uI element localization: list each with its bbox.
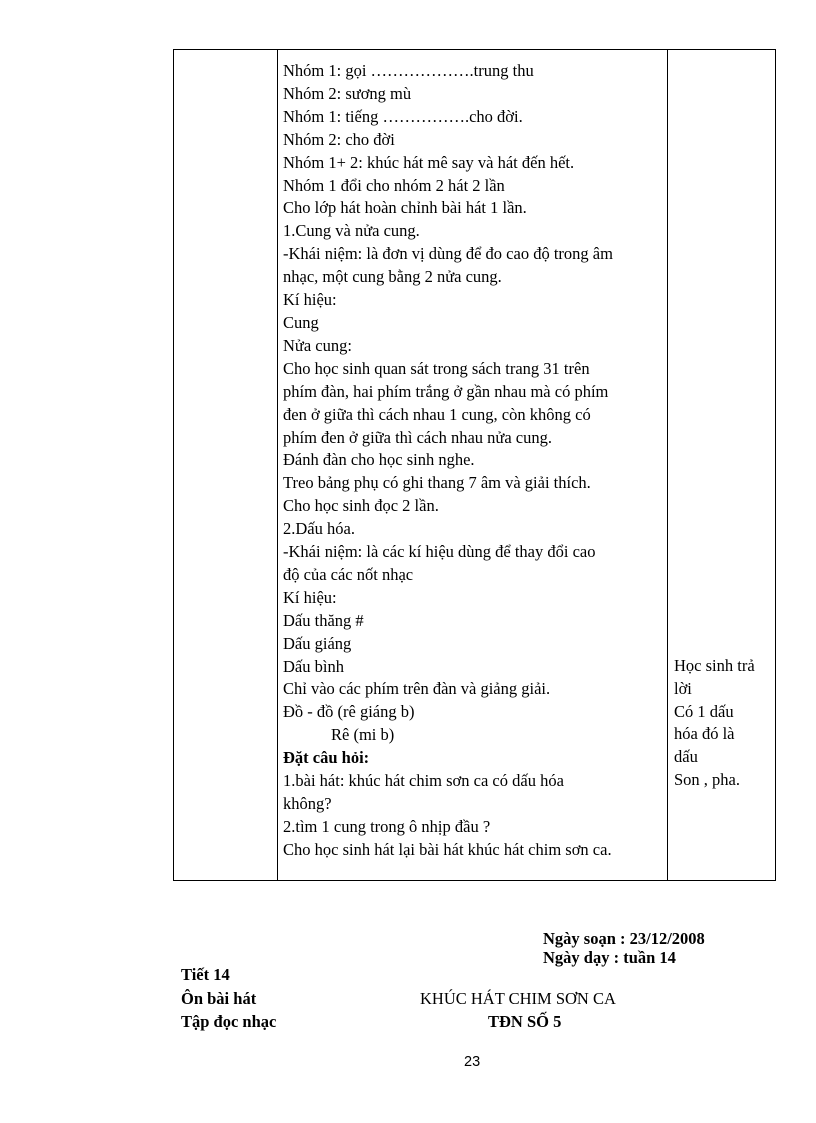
column-divider bbox=[667, 50, 668, 880]
text-line: lời bbox=[674, 678, 692, 698]
text-line: phím đen ở giữa thì cách nhau nửa cung. bbox=[283, 427, 552, 447]
student-activity-column bbox=[674, 655, 774, 792]
prepared-date: Ngày soạn : 23/12/2008 bbox=[543, 929, 705, 948]
teacher-activity-column bbox=[283, 60, 667, 862]
text-line: đen ở giữa thì cách nhau 1 cung, còn không có bbox=[283, 404, 591, 424]
review-label: Ôn bài hát bbox=[181, 989, 257, 1008]
text-line: Đánh đàn cho học sinh nghe. bbox=[283, 450, 475, 470]
column-divider bbox=[277, 50, 278, 880]
reading-label: Tập đọc nhạc bbox=[181, 1012, 277, 1031]
text-line: Kí hiệu: bbox=[283, 587, 337, 607]
text-line: nhạc, một cung bằng 2 nửa cung. bbox=[283, 267, 502, 287]
text-line: Chỉ vào các phím trên đàn và giảng giải. bbox=[283, 679, 551, 699]
text-line: Học sinh trả bbox=[674, 656, 755, 675]
text-line: 1.bài hát: khúc hát chim sơn ca có dấu hóa bbox=[283, 771, 564, 791]
text-line: Treo bảng phụ có ghi thang 7 âm và giải thích. bbox=[283, 473, 591, 493]
text-line: Nhóm 2: sương mù bbox=[283, 83, 412, 103]
text-line: Nhóm 2: cho đời bbox=[283, 129, 395, 149]
text-line: Nhóm 1: tiếng …………….cho đời. bbox=[283, 106, 523, 126]
text-line: Đồ - đồ (rê giáng b) bbox=[283, 702, 415, 722]
text-line: Dấu giáng bbox=[283, 633, 352, 653]
text-line: Nửa cung: bbox=[283, 335, 352, 355]
text-line: Nhóm 1 đổi cho nhóm 2 hát 2 lần bbox=[283, 175, 505, 195]
text-line: phím đàn, hai phím trắng ở gần nhau mà có phím bbox=[283, 381, 609, 401]
text-line: Cho học sinh quan sát trong sách trang 31 trên bbox=[283, 358, 590, 378]
text-line: Cho lớp hát hoàn chỉnh bài hát 1 lần. bbox=[283, 198, 527, 218]
lesson-table bbox=[173, 49, 776, 881]
text-line: Cung bbox=[283, 312, 319, 332]
text-line: Nhóm 1+ 2: khúc hát mê say và hát đến hết. bbox=[283, 152, 575, 172]
text-line: Kí hiệu: bbox=[283, 290, 337, 310]
text-line: hóa đó là bbox=[674, 724, 735, 744]
text-line: 2.Dấu hóa. bbox=[283, 519, 355, 539]
text-line: 1.Cung và nửa cung. bbox=[283, 221, 420, 241]
text-line: Son , pha. bbox=[674, 769, 740, 789]
text-line: Có 1 dấu bbox=[674, 701, 734, 721]
lesson-number: Tiết 14 bbox=[181, 965, 230, 984]
text-line: Cho học sinh hát lại bài hát khúc hát chim sơn ca. bbox=[283, 839, 612, 859]
page-number: 23 bbox=[464, 1054, 481, 1070]
text-line: dấu bbox=[674, 747, 698, 767]
text-line: độ của các nốt nhạc bbox=[283, 564, 414, 584]
reading-title: TĐN SỐ 5 bbox=[488, 1012, 562, 1031]
song-title: KHÚC HÁT CHIM SƠN CA bbox=[420, 989, 616, 1008]
text-line: Rê (mi b) bbox=[331, 725, 395, 745]
text-line: Dấu bình bbox=[283, 656, 344, 676]
text-line: Dấu thăng # bbox=[283, 610, 364, 630]
text-line: Đặt câu hỏi: bbox=[283, 748, 370, 768]
text-line: -Khái niệm: là đơn vị dùng để đo cao độ trong âm bbox=[283, 244, 613, 264]
text-line: Nhóm 1: gọi ……………….trung thu bbox=[283, 61, 534, 80]
text-line: không? bbox=[283, 794, 332, 813]
taught-date: Ngày dạy : tuần 14 bbox=[543, 948, 676, 967]
date-block bbox=[543, 929, 705, 967]
text-line: -Khái niệm: là các kí hiệu dùng để thay đổi cao bbox=[283, 542, 596, 562]
text-line: 2.tìm 1 cung trong ô nhịp đầu ? bbox=[283, 816, 491, 836]
text-line: Cho học sinh đọc 2 lần. bbox=[283, 496, 439, 516]
